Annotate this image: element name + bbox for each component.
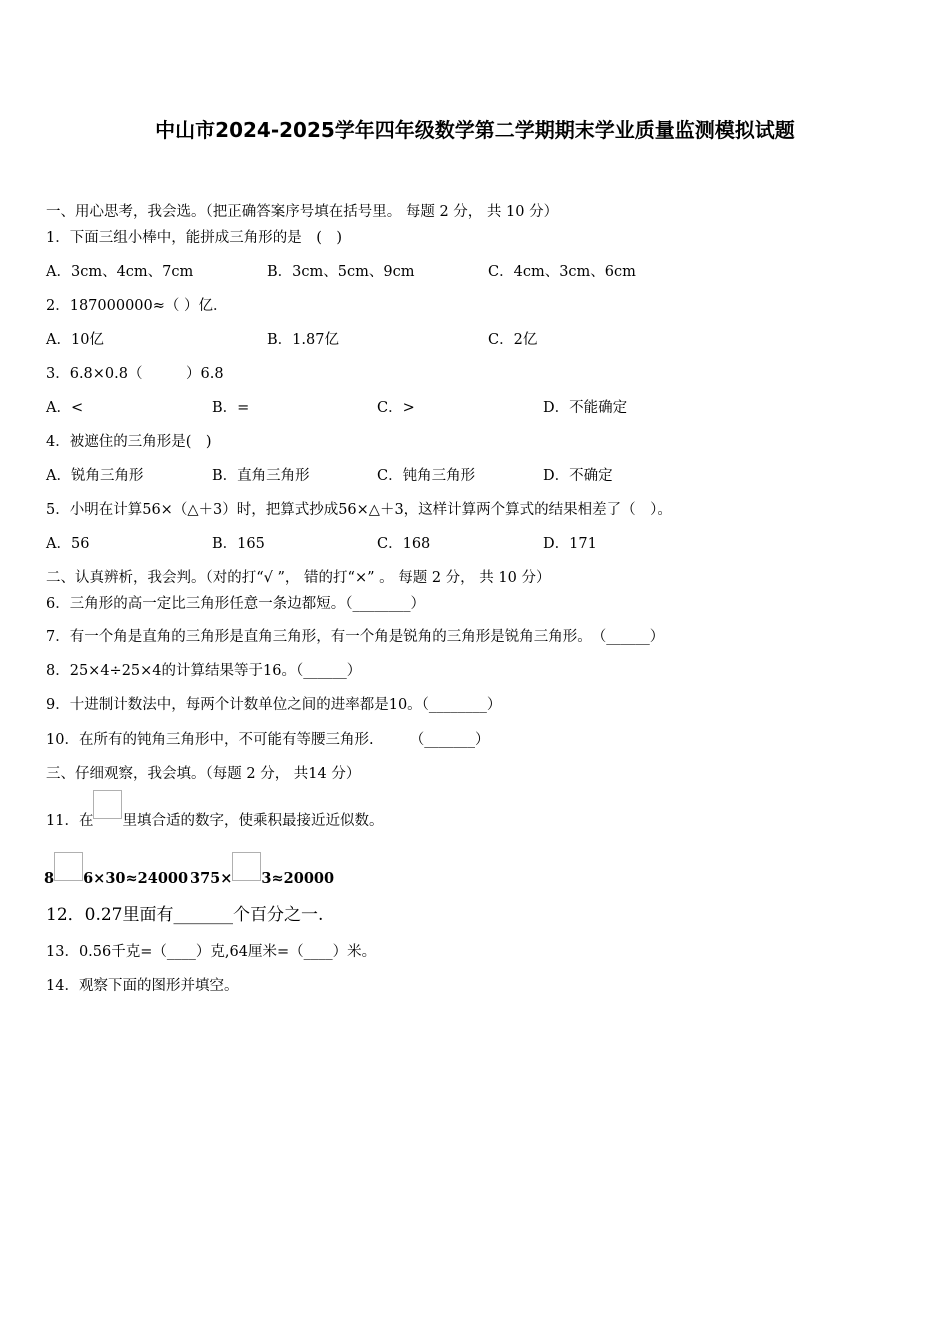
q2-option-c: C．2亿 <box>488 332 538 348</box>
q11-a-suffix: 6×30≈24000 <box>83 870 189 887</box>
page-title: 中山市2024-2025学年四年级数学第二学期期末学业质量监测模拟试题 <box>155 118 795 142</box>
question-14: 14．观察下面的图形并填空。 <box>46 978 239 994</box>
q11-suffix: 里填合适的数字，使乘积最接近近似数。 <box>122 813 384 829</box>
q11-b-prefix: 375× <box>190 870 233 887</box>
question-7: 7．有一个角是直角的三角形是直角三角形，有一个角是锐角的三角形是锐角三角形。 （______） <box>46 629 665 645</box>
q11-blank-box[interactable] <box>93 790 122 819</box>
q3-option-b: B．= <box>212 400 250 416</box>
q11-b-blank-box[interactable] <box>232 852 261 881</box>
q2-option-a: A．10亿 <box>46 332 104 348</box>
q5-option-d: D．171 <box>543 536 597 552</box>
section-3-heading: 三、仔细观察，我会填。（每题 2 分， 共14 分） <box>46 766 361 782</box>
q4-option-d: D．不确定 <box>543 468 613 484</box>
q11-b-suffix: 3≈20000 <box>261 870 335 887</box>
question-8: 8．25×4÷25×4的计算结果等于16。（______） <box>46 663 362 679</box>
q11-a-prefix: 8 <box>44 870 55 887</box>
question-2: 2．187000000≈（ ）亿． <box>46 298 228 314</box>
q1-option-c: C．4cm、3cm、6cm <box>488 264 636 280</box>
q1-option-a: A．3cm、4cm、7cm <box>46 264 194 280</box>
q11-expression-b <box>190 858 334 889</box>
q5-option-a: A．56 <box>46 536 90 552</box>
q5-option-c: C．168 <box>377 536 431 552</box>
q3-option-d: D．不能确定 <box>543 400 628 416</box>
q4-option-c: C．钝角三角形 <box>377 468 476 484</box>
q5-option-b: B．165 <box>212 536 265 552</box>
q11-expression-a <box>44 858 188 889</box>
question-11 <box>46 800 383 831</box>
q11-prefix: 11．在 <box>46 813 94 829</box>
question-10: 10．在所有的钝角三角形中，不可能有等腰三角形. （_______） <box>46 732 490 748</box>
section-2-heading: 二、认真辨析，我会判。（对的打“√ ”， 错的打“×” 。 每题 2 分， 共 10 分） <box>46 570 551 586</box>
question-13: 13．0.56千克=（____）克,64厘米=（____）米。 <box>46 944 377 960</box>
question-3: 3．6.8×0.8（ ）6.8 <box>46 366 224 382</box>
question-4: 4．被遮住的三角形是( ) <box>46 434 212 450</box>
question-9: 9．十进制计数法中，每两个计数单位之间的进率都是10。（________） <box>46 697 502 713</box>
q4-option-b: B．直角三角形 <box>212 468 310 484</box>
question-5: 5．小明在计算56×（△＋3）时，把算式抄成56×△＋3，这样计算两个算式的结果相差了（ ）。 <box>46 502 672 518</box>
q1-option-b: B．3cm、5cm、9cm <box>267 264 415 280</box>
question-12: 12．0.27里面有_______个百分之一. <box>46 905 324 925</box>
q2-option-b: B．1.87亿 <box>267 332 339 348</box>
q3-option-c: C．> <box>377 400 415 416</box>
question-1: 1．下面三组小棒中，能拼成三角形的是 ( ) <box>46 230 343 246</box>
q11-a-blank-box[interactable] <box>54 852 83 881</box>
q4-option-a: A．锐角三角形 <box>46 468 144 484</box>
section-1-heading: 一、用心思考，我会选。（把正确答案序号填在括号里。 每题 2 分， 共 10 分） <box>46 204 559 220</box>
question-6: 6．三角形的高一定比三角形任意一条边都短。（________） <box>46 596 425 612</box>
q3-option-a: A．< <box>46 400 84 416</box>
